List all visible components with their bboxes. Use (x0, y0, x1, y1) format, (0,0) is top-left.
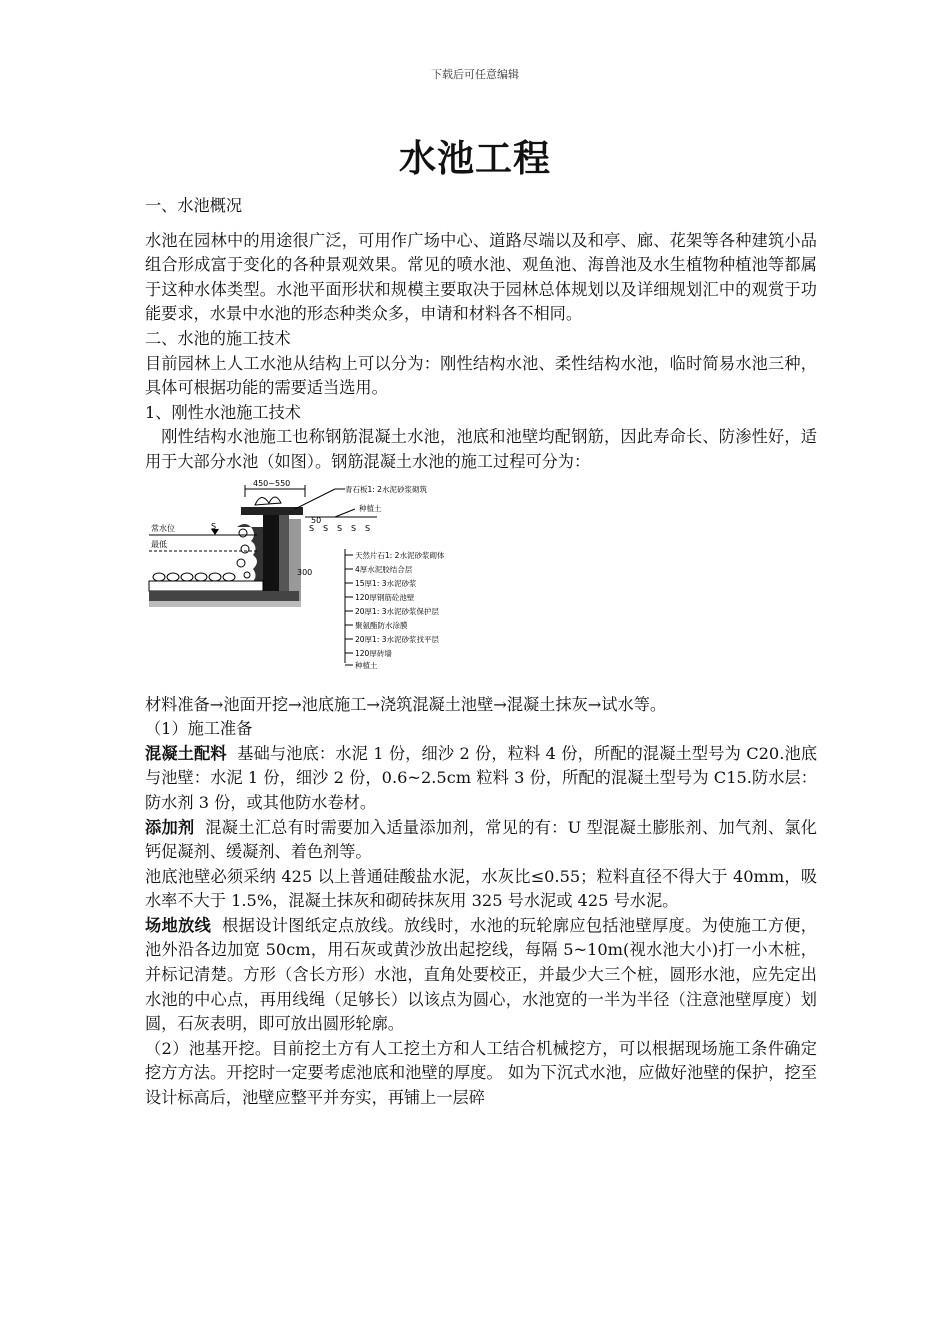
layout-body: 根据设计图纸定点放线。放线时，水池的玩轮廓应包括池壁厚度。为使施工方便，池外沿各边加宽 50cm，用石灰或黄沙放出起挖线，每隔 5~10m(视水池大小)打一小木桩，并标记清楚。方形（含长方形）水池，直角处要校正，并最少大三个桩，圆形水池，应先定出水池的中心点，再用线绳（足够长）以该点为圆心，水池宽的一半为半径（注意池壁厚度）划圆，石灰表明，即可放出圆形轮廓。 (145, 915, 817, 1034)
pool-section-diagram (145, 477, 505, 687)
layer-callout: 15厚1: 3水泥砂浆 (355, 578, 417, 588)
additive-label: 添加剂 (145, 817, 195, 837)
page-header: 下载后可任意编辑 (431, 68, 519, 81)
s-mark: S (365, 523, 371, 533)
document-body (145, 194, 817, 1111)
paragraph-techniques: 目前园林上人工水池从结构上可以分为：刚性结构水池、柔性结构水池，临时简易水池三种，具体可根据功能的需要适当选用。 (145, 353, 817, 398)
layer-callout: 20厚1: 3水泥砂浆保护层 (355, 606, 439, 616)
layer-callout: 20厚1: 3水泥砂浆找平层 (355, 634, 439, 644)
s-mark: S (323, 523, 329, 533)
paragraph-layout (145, 914, 817, 1037)
layer-callout: 天然片石1: 2水泥砂浆砌体 (355, 550, 445, 560)
dim-300-label: 300 (297, 567, 313, 577)
paragraph-rigid: 刚性结构水池施工也称钢筋混凝土水池，池底和池壁均配钢筋，因此寿命长、防渗性好，适用于大部分水池（如图）。钢筋混凝土水池的施工过程可分为： (145, 427, 817, 471)
s-mark: S (337, 523, 343, 533)
soil-callout: 种植土 (359, 503, 382, 513)
subsection-heading-prep: （1）施工准备 (145, 719, 253, 739)
layout-label: 场地放线 (145, 915, 212, 935)
layer-callout: 种植土 (355, 660, 378, 670)
layer-callouts (345, 550, 445, 670)
layer-callout: 120厚钢筋砼池壁 (355, 592, 415, 602)
water-level-label: 常水位 (151, 523, 175, 533)
section-heading-techniques: 二、水池的施工技术 (145, 328, 291, 348)
layer-callout: 聚氨酯防水涂膜 (355, 620, 408, 630)
layer-callout: 120厚砖墙 (355, 648, 392, 658)
paragraph-process: 材料准备→池面开挖→池底施工→浇筑混凝土池壁→混凝土抹灰→试水等。 (145, 694, 667, 714)
layer-callout: 4厚水泥胶结合层 (355, 564, 413, 574)
paragraph-cement: 池底池壁必须采纳 425 以上普通硅酸盐水泥，水灰比≤0.55；粒料直径不得大于 40mm，吸水率不大于 1.5%，混凝土抹灰和砌砖抹灰用 325 号水泥或 425 号水泥。 (145, 866, 817, 911)
page-title: 水池工程 (399, 136, 551, 180)
paragraph-mix (145, 742, 817, 816)
dim-50-label: 50 (311, 515, 322, 525)
paragraph-overview: 水池在园林中的用途很广泛，可用作广场中心、道路尽端以及和亭、廊、花架等各种建筑小品组合形成富于变化的各种景观效果。常见的喷水池、观鱼池、海兽池及水生植物种植池等都属于这种水体类型。水池平面形状和规模主要取决于园林总体规划以及详细规划汇中的观赏于功能要求，水景中水池的形态种类众多，申请和材料各不相同。 (145, 230, 817, 324)
section-heading-overview: 一、水池概况 (145, 196, 243, 215)
subsection-heading-rigid: 1、刚性水池施工技术 (145, 402, 301, 422)
paragraph-excavation: （2）池基开挖。目前挖土方有人工挖土方和人工结合机械挖方，可以根据现场施工条件确定挖方方法。开挖时一定要考虑池底和池壁的厚度。 如为下沉式水池，应做好池壁的保护，挖至设计标高后，池壁应整平并夯实，再铺上一层碎 (145, 1038, 817, 1108)
mix-label: 混凝土配料 (145, 743, 227, 763)
paragraph-additive (145, 816, 817, 865)
capstone-callout: 青石板1: 2水泥砂浆砌筑 (345, 484, 427, 494)
s-mark: S (309, 523, 315, 533)
additive-body: 混凝土汇总有时需要加入适量添加剂，常见的有：U 型混凝土膨胀剂、加气剂、氯化钙促凝剂、缓凝剂、着色剂等。 (145, 817, 817, 862)
s-mark: S (351, 523, 357, 533)
dimension-label: 450~550 (253, 478, 291, 488)
mix-body: 基础与池底：水泥 1 份，细沙 2 份，粒料 4 份，所配的混凝土型号为 C20.池底与池壁：水泥 1 份，细沙 2 份，0.6~2.5cm 粒料 3 份，所配的混凝土型号为 C15.防水层：防水剂 3 份，或其他防水卷材。 (145, 743, 818, 812)
water-level-sub-label: 最低 (151, 539, 167, 549)
s-mark: S (211, 521, 217, 531)
